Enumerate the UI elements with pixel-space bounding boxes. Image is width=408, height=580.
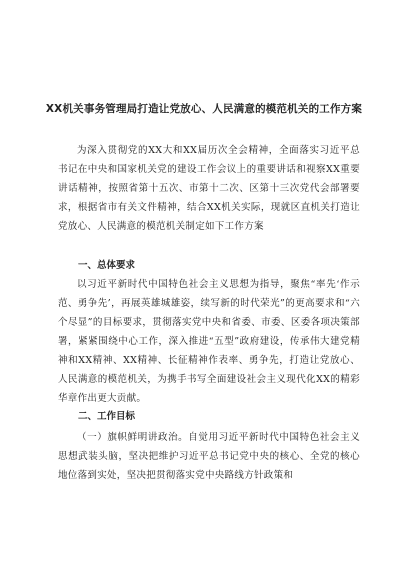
work-goals-paragraph: （一）旗帜鲜明讲政治。自觉用习近平新时代中国特色社会主义思想武装头脑，坚决把维护习近平总书记党中央的核心、全党的核心地位落到实处，坚决把贯彻落实党中央路线方针政策和 xyxy=(58,432,360,481)
overall-requirements-paragraph: 以习近平新时代中国特色社会主义思想为指导，聚焦“率先‘作示范、勇争先’，再展英雄城雄姿，续写新的时代荣光”的更高要求和“六个尽显”的目标要求，贯彻落实党中央和省委、市委、区委各项决策部署，紧紧围绕中心工作，深入推进“五型”政府建设，传承伟大建党精神和XX精神、XX精神、长征精神作表率、勇争先，打造让党放心、人民满意的模范机关，为携手书写全面建设社会主义现代化XX的精彩华章作出更大贡献。 xyxy=(58,279,360,404)
section-heading-overall-requirements: 一、总体要求 xyxy=(78,260,136,271)
section-heading-work-goals: 二、工作目标 xyxy=(78,411,136,422)
document-title: XX机关事务管理局打造让党放心、人民满意的模范机关的工作方案 xyxy=(45,103,363,115)
intro-paragraph: 为深入贯彻党的XX大和XX届历次全会精神，全面落实习近平总书记在中央和国家机关党的建设工作会议上的重要讲话和视察XX重要讲话精神，按照省第十五次、市第十二次、区第十三次党代会部署要求，根据省市有关文件精神，结合XX机关实际，现就区直机关打造让党放心、人民满意的模范机关制定如下工作方案 xyxy=(58,145,360,232)
